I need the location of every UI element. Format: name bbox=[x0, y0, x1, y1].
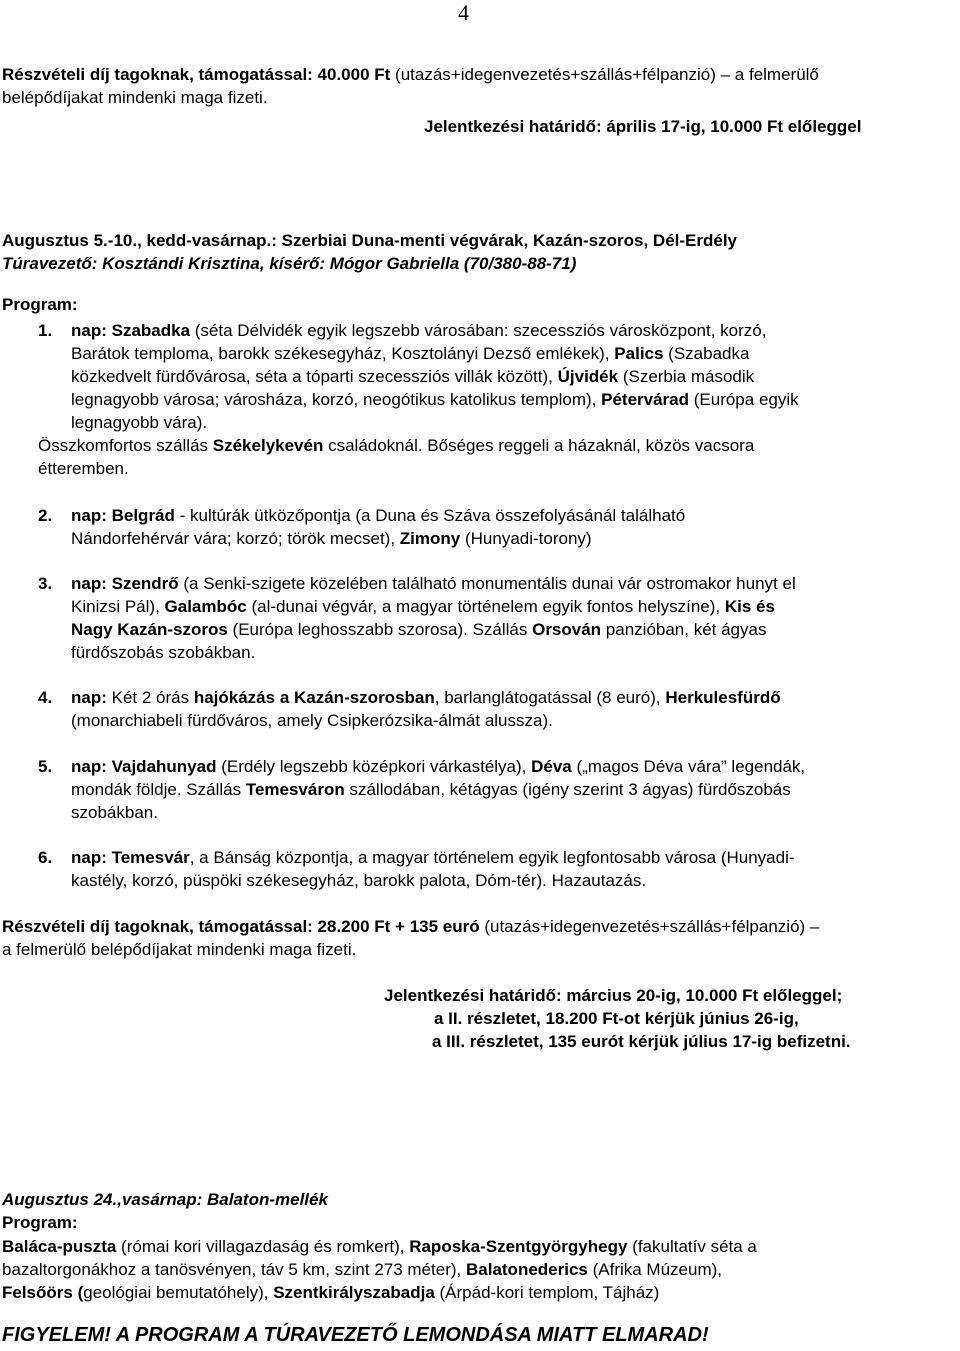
day1-line-5: legnagyobb vára). bbox=[71, 413, 208, 432]
day1-text: legnagyobb városa; városháza, korzó, neogótikus katolikus templom), bbox=[71, 390, 602, 409]
day4-number: 4. bbox=[38, 688, 53, 707]
day1-text: Összkomfortos szállás bbox=[38, 436, 213, 455]
trip1-deadline-3: a III. részletet, 135 eurót kérjük július 17-ig befizetni. bbox=[432, 1032, 851, 1051]
day1-place: Palics bbox=[614, 344, 664, 363]
trip2-place: Szentkirályszabadja bbox=[273, 1283, 435, 1302]
day1-heading: nap: Szabadka bbox=[71, 321, 191, 340]
day3-number: 3. bbox=[38, 574, 53, 593]
day1-text: (Szabadka bbox=[663, 344, 750, 363]
trip1-fee-label: Részvételi díj tagoknak, támogatással: 28.200 Ft + 135 euró bbox=[2, 917, 480, 936]
fee-line-2: belépődíjakat mindenki maga fizeti. bbox=[2, 88, 268, 107]
day4-line-1 bbox=[71, 687, 781, 709]
trip1-fee-details: (utazás+idegenvezetés+szállás+félpanzió) – bbox=[479, 917, 820, 936]
trip2-text: bazaltorgonákhoz a tanösvényen, táv 5 km, szint 273 méter), bbox=[2, 1260, 466, 1279]
day5-place: Déva bbox=[531, 757, 572, 776]
day1-text: Barátok temploma, barokk székesegyház, Kosztolányi Dezső emlékek), bbox=[71, 344, 615, 363]
fee-label: Részvételi díj tagoknak, támogatással: 40.000 Ft bbox=[2, 65, 391, 84]
day3-text: (al-dunai végvár, a magyar történelem egyik fontos helyszíne), bbox=[246, 597, 725, 616]
day4-activity: hajókázás a Kazán-szorosban bbox=[193, 688, 435, 707]
trip1-leader: Túravezető: Kosztándi Krisztina, kísérő: Mógor Gabriella (70/380-88-71) bbox=[2, 254, 577, 273]
trip2-line-2 bbox=[2, 1259, 722, 1281]
day4-text: Két 2 órás bbox=[106, 688, 194, 707]
trip2-text: geológiai bemutatóhely), bbox=[83, 1283, 274, 1302]
day6-heading: nap: Temesvár bbox=[71, 848, 190, 867]
day5-line-3: szobákban. bbox=[71, 803, 158, 822]
fee-line-1 bbox=[2, 64, 819, 86]
day1-place: Székelykevén bbox=[212, 436, 324, 455]
trip1-date: Augusztus 5.-10., kedd-vasárnap. bbox=[2, 231, 272, 250]
day6-line-2: kastély, korzó, püspöki székesegyház, barokk palota, Dóm-tér). Hazautazás. bbox=[71, 871, 647, 890]
page-number: 4 bbox=[458, 0, 469, 25]
day3-line-1 bbox=[71, 573, 796, 595]
day4-text: , barlanglátogatással (8 euró), bbox=[434, 688, 666, 707]
day2-place: Zimony bbox=[399, 529, 461, 548]
day2-text: - kultúrák ütközőpontja (a Duna és Száva összefolyásánál található bbox=[174, 506, 686, 525]
day1-accommodation-2: étteremben. bbox=[38, 459, 129, 478]
day2-text: Nándorfehérvár vára; korzó; török mecset), bbox=[71, 529, 400, 548]
trip1-fee-line-1 bbox=[2, 916, 819, 938]
trip2-place: Baláca-puszta bbox=[2, 1237, 117, 1256]
day2-text: (Hunyadi-torony) bbox=[460, 529, 592, 548]
day2-line-2 bbox=[71, 528, 592, 550]
day1-text: közkedvelt fürdővárosa, séta a tóparti szecessziós villák között), bbox=[71, 367, 558, 386]
trip1-title bbox=[2, 230, 737, 252]
trip1-deadline-1: Jelentkezési határidő: március 20-ig, 10.000 Ft előleggel; bbox=[384, 986, 843, 1005]
trip2-line-1 bbox=[2, 1236, 757, 1258]
day1-place: Pétervárad bbox=[601, 390, 690, 409]
cancellation-warning: FIGYELEM! A PROGRAM A TÚRAVEZETŐ LEMONDÁSA MIATT ELMARAD! bbox=[2, 1324, 709, 1346]
day1-text: családoknál. Bőséges reggeli a házaknál, közös vacsora bbox=[323, 436, 755, 455]
day5-text: („magos Déva vára” legendák, bbox=[571, 757, 806, 776]
day1-line-2 bbox=[71, 343, 749, 365]
day5-text: szállodában, kétágyas (igény szerint 3 ágyas) fürdőszobás bbox=[344, 780, 791, 799]
day5-text: (Erdély legszebb középkori várkastélya), bbox=[216, 757, 532, 776]
day3-heading: nap: Szendrő bbox=[71, 574, 179, 593]
day1-text: (séta Délvidék egyik legszebb városában: szecessziós városközpont, korzó, bbox=[190, 321, 767, 340]
day3-line-4: fürdőszobás szobákban. bbox=[71, 643, 256, 662]
day4-place: Herkulesfürdő bbox=[665, 688, 781, 707]
day3-line-2 bbox=[71, 596, 775, 618]
day2-number: 2. bbox=[38, 506, 53, 525]
day1-number: 1. bbox=[38, 321, 53, 340]
trip1-deadline-2: a II. részletet, 18.200 Ft-ot kérjük június 26-ig, bbox=[434, 1009, 799, 1028]
trip2-text: (fakultatív séta a bbox=[627, 1237, 757, 1256]
fee-details: (utazás+idegenvezetés+szállás+félpanzió) – a felmerülő bbox=[390, 65, 819, 84]
day6-line-1 bbox=[71, 847, 795, 869]
day3-text: (Európa leghosszabb szorosa). Szállás bbox=[227, 620, 533, 639]
day1-text: (Szerbia második bbox=[618, 367, 755, 386]
trip2-place: Balatonederics bbox=[465, 1260, 588, 1279]
trip2-place: Raposka-Szentgyörgyhegy bbox=[409, 1237, 628, 1256]
day3-line-3 bbox=[71, 619, 766, 641]
day5-place: Temesváron bbox=[245, 780, 345, 799]
day5-number: 5. bbox=[38, 757, 53, 776]
day5-line-2 bbox=[71, 779, 791, 801]
trip2-text: (római kori villagazdaság és romkert), bbox=[116, 1237, 410, 1256]
day3-place: Kis és bbox=[724, 597, 775, 616]
day4-heading: nap: bbox=[71, 688, 107, 707]
trip2-text: (Árpád-kori templom, Tájház) bbox=[434, 1283, 660, 1302]
day5-text: mondák földje. Szállás bbox=[71, 780, 246, 799]
day4-line-2: (monarchiabeli fürdőváros, amely Csipkerózsika-álmát alussza). bbox=[71, 711, 553, 730]
day1-line-3 bbox=[71, 366, 754, 388]
trip2-place: Felsőörs ( bbox=[2, 1283, 84, 1302]
day3-place: Orsován bbox=[532, 620, 602, 639]
trip2-text: (Afrika Múzeum), bbox=[587, 1260, 723, 1279]
trip1-destination: : Szerbiai Duna-menti végvárak, Kazán-szoros, Dél-Erdély bbox=[271, 231, 738, 250]
day3-text: (a Senki-szigete közelében található monumentális dunai vár ostromakor hunyt el bbox=[178, 574, 796, 593]
program-label: Program: bbox=[2, 295, 78, 314]
day1-line-1 bbox=[71, 320, 766, 342]
day6-text: , a Bánság központja, a magyar történelem egyik legfontosabb városa (Hunyadi- bbox=[189, 848, 795, 867]
day5-line-1 bbox=[71, 756, 805, 778]
day1-line-4 bbox=[71, 389, 799, 411]
day6-number: 6. bbox=[38, 848, 53, 867]
day1-accommodation bbox=[38, 435, 754, 457]
day1-text: (Európa egyik bbox=[689, 390, 799, 409]
day3-place: Galambóc bbox=[164, 597, 247, 616]
trip2-program-label: Program: bbox=[2, 1213, 78, 1232]
trip2-line-3 bbox=[2, 1282, 659, 1304]
day2-heading: nap: Belgrád bbox=[71, 506, 175, 525]
day5-heading: nap: Vajdahunyad bbox=[71, 757, 217, 776]
day3-text: panzióban, két ágyas bbox=[601, 620, 767, 639]
day2-line-1 bbox=[71, 505, 685, 527]
trip2-title: Augusztus 24.,vasárnap: Balaton-mellék bbox=[2, 1190, 328, 1209]
deadline-1: Jelentkezési határidő: április 17-ig, 10.000 Ft előleggel bbox=[424, 117, 862, 136]
day3-text: Kinizsi Pál), bbox=[71, 597, 165, 616]
day3-place: Nagy Kazán-szoros bbox=[71, 620, 228, 639]
trip1-fee-line-2: a felmerülő belépődíjakat mindenki maga fizeti. bbox=[2, 940, 357, 959]
day1-place: Újvidék bbox=[557, 367, 619, 386]
